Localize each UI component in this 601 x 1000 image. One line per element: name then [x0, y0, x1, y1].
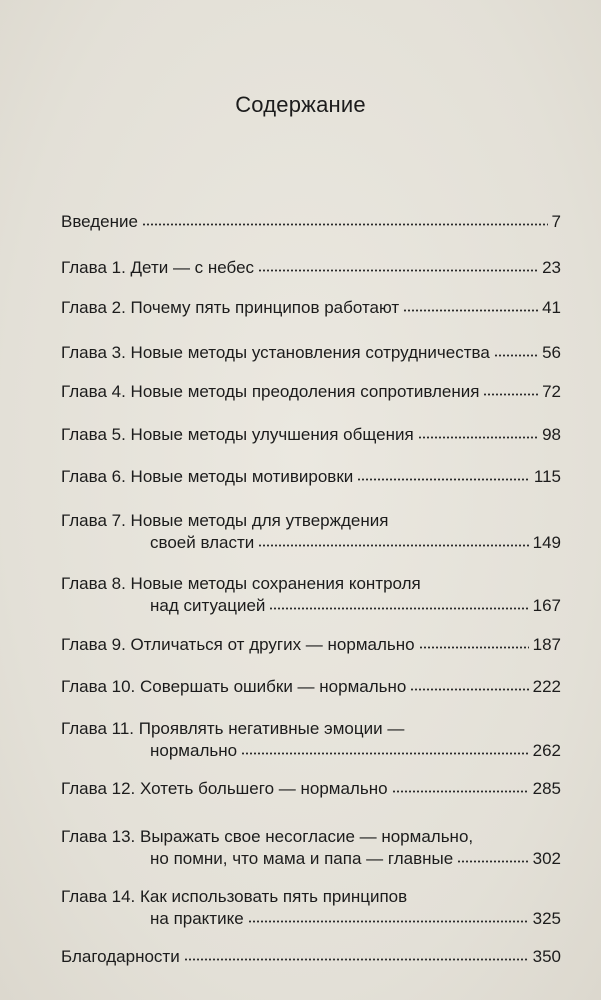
toc-page-number: 115: [533, 467, 561, 486]
toc-entry-line: [61, 510, 561, 532]
toc-entry-label: Глава 14. Как использовать пять принципов: [61, 887, 408, 906]
toc-entry-line: [61, 424, 561, 446]
dot-leader: [142, 222, 548, 227]
toc-entry-line: [61, 342, 561, 364]
dot-leader: [494, 353, 538, 358]
dot-leader: [258, 268, 538, 273]
toc-entry-label: Глава 3. Новые методы установления сотрудничества: [61, 343, 490, 362]
toc-entry-line: [61, 532, 561, 554]
dot-leader: [418, 435, 538, 440]
toc-page-number: 187: [532, 635, 561, 654]
toc-entry-line: [61, 718, 561, 740]
toc-entry: [61, 211, 561, 233]
toc-entry-line: [61, 211, 561, 233]
toc-entry-line: [61, 908, 561, 930]
toc-entry-label: Глава 5. Новые методы улучшения общения: [61, 425, 414, 444]
toc-entry: [61, 718, 561, 762]
toc-page-number: 56: [542, 343, 561, 362]
toc-entry: [61, 886, 561, 930]
toc-entry: [61, 466, 561, 488]
toc-entry-label: на практике: [150, 909, 244, 928]
toc-entry-line: [61, 778, 561, 800]
toc-page-number: 149: [532, 533, 561, 552]
toc-page-number: 98: [542, 425, 561, 444]
toc-page-number: 72: [542, 382, 561, 401]
toc-entry-label: Введение: [61, 212, 138, 231]
toc-entry-label: Глава 10. Совершать ошибки — нормально: [61, 677, 407, 696]
toc-entry-label: Глава 8. Новые методы сохранения контроля: [61, 574, 421, 593]
toc-entry: [61, 510, 561, 554]
toc-entry-label: Глава 11. Проявлять негативные эмоции —: [61, 719, 405, 738]
toc-entry-label: своей власти: [150, 533, 255, 552]
toc-entry: [61, 342, 561, 364]
toc-entry-line: [61, 573, 561, 595]
toc-page-number: 41: [542, 298, 561, 317]
toc-entry-line: [61, 257, 561, 279]
toc-entry: [61, 297, 561, 319]
dot-leader: [258, 543, 528, 548]
toc-entry-line: [61, 826, 561, 848]
toc-page-number: 325: [532, 909, 561, 928]
toc-entry-line: [61, 848, 561, 870]
dot-leader: [457, 859, 528, 864]
toc-entry-line: [61, 297, 561, 319]
toc-entry-line: [61, 740, 561, 762]
dot-leader: [269, 606, 528, 611]
toc-entry: [61, 778, 561, 800]
toc-page-number: 350: [532, 947, 561, 966]
toc-entry-label: Глава 12. Хотеть большего — нормально: [61, 779, 388, 798]
toc-entry-label: Глава 7. Новые методы для утверждения: [61, 511, 389, 530]
toc-entry-label: нормально: [150, 741, 238, 760]
dot-leader: [403, 308, 538, 313]
dot-leader: [483, 392, 538, 397]
toc-entry: [61, 676, 561, 698]
toc-entry-label: Глава 9. Отличаться от других — нормально: [61, 635, 415, 654]
dot-leader: [357, 477, 530, 482]
toc-entry-label: Глава 2. Почему пять принципов работают: [61, 298, 400, 317]
toc-entry-label: над ситуацией: [150, 596, 266, 615]
toc-entry-label: Глава 4. Новые методы преодоления сопротивления: [61, 382, 480, 401]
toc-entry-line: [61, 886, 561, 908]
toc-page-number: 23: [542, 258, 561, 277]
dot-leader: [419, 645, 529, 650]
toc-page-number: 167: [532, 596, 561, 615]
toc-entry-line: [61, 595, 561, 617]
toc-entry-line: [61, 466, 561, 488]
toc-entry-line: [61, 381, 561, 403]
toc-page-number: 262: [532, 741, 561, 760]
dot-leader: [392, 789, 529, 794]
toc-entry-label: Глава 13. Выражать свое несогласие — нормально,: [61, 827, 474, 846]
toc-entry-label: Благодарности: [61, 947, 180, 966]
dot-leader: [410, 687, 528, 692]
toc-title: Содержание: [235, 92, 366, 117]
toc-entry: [61, 257, 561, 279]
toc-entry-line: [61, 946, 561, 968]
toc-entry: [61, 573, 561, 617]
toc-entry: [61, 381, 561, 403]
toc-entry-label: Глава 6. Новые методы мотивировки: [61, 467, 354, 486]
toc-page-number: 7: [551, 212, 561, 231]
toc-entry: [61, 826, 561, 870]
toc-entry-label: Глава 1. Дети — с небес: [61, 258, 255, 277]
toc-entry: [61, 946, 561, 968]
toc-entry-line: [61, 676, 561, 698]
toc-entry-label: но помни, что мама и папа — главные: [150, 849, 454, 868]
toc-entry: [61, 634, 561, 656]
toc-entry-line: [61, 634, 561, 656]
toc-entry: [61, 424, 561, 446]
toc-page-number: 302: [532, 849, 561, 868]
dot-leader: [241, 751, 529, 756]
dot-leader: [184, 957, 529, 962]
dot-leader: [248, 919, 529, 924]
toc-page-number: 285: [532, 779, 561, 798]
toc-page-number: 222: [532, 677, 561, 696]
